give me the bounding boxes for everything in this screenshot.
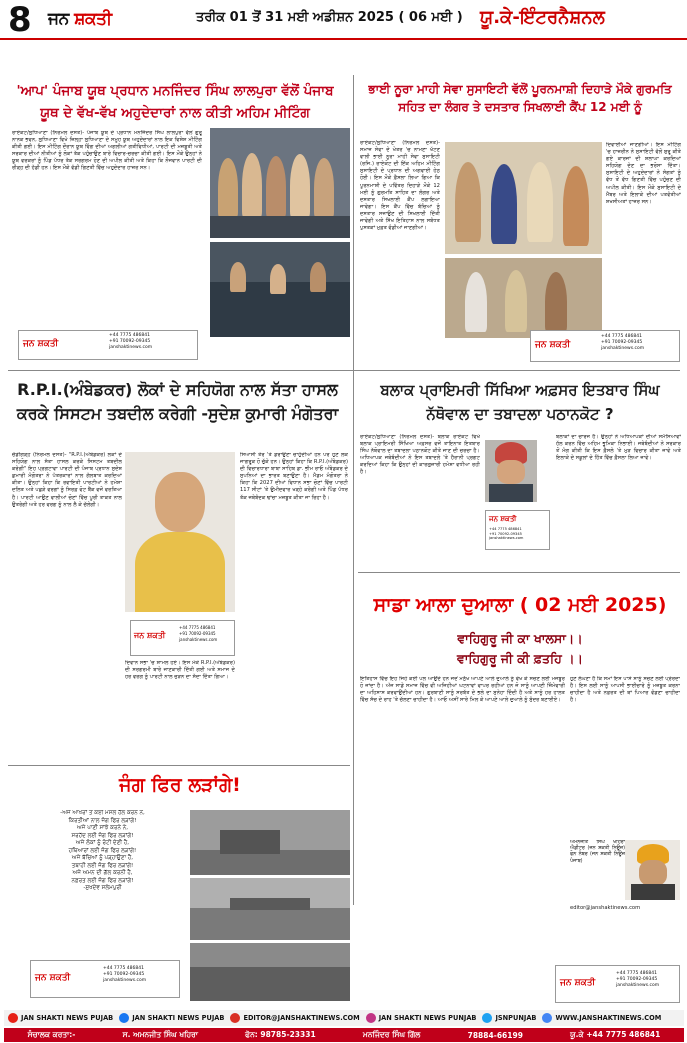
article4-body-left: ਰਾਏਕੋਟ/ਲੁਧਿਆਣਾ (ਨਿਰਮਲ ਦੋਸਤ)- ਬਲਾਕ ਰਾਏਕੋਟ ਵਿਖੇ ਬਲਾਕ ਪ੍ਰਾਇਮਰੀ ਸਿੱਖਿਆ ਅਫ਼ਸਰ ਵਜੋਂ ਤਾਇਨਾਤ ਇਤਬਾਰ ਸਿੰਘ ਨੱਥੋਵਾਲ ਦਾ ਤਬਾਦਲਾ ਪਠਾਨਕੋਟ ਕੀਤੇ ਜਾਣ ਦੀ ਚਰਚਾ ਹੈ। ਅਧਿਆਪਕ ਜਥੇਬੰਦੀਆਂ ਨੇ ਇਸ ਤਬਾਦਲੇ 'ਤੇ ਹੈਰਾਨੀ ਪ੍ਰਗਟ ਕਰਦਿਆਂ ਕਿਹਾ ਕਿ ਉਨ੍ਹਾਂ ਦੀ ਕਾਰਗੁਜ਼ਾਰੀ ਹਮੇਸ਼ਾ ਵਧੀਆ ਰਹੀ ਹੈ। — [360, 434, 480, 476]
article5-headline: ਸਾਡਾ ਆਲਾ ਦੁਆਲਾ ( 02 ਮਈ 2025) — [373, 594, 667, 616]
website-link[interactable]: WWW.JANSHAKTINEWS.COM — [542, 1013, 661, 1023]
article4-portrait — [485, 440, 537, 502]
war-photo-3 — [190, 943, 350, 1001]
editor-email[interactable]: editor@janshaktinews.com — [570, 905, 641, 911]
article2-headline: ਭਾਈ ਨੂਰਾ ਮਾਹੀ ਸੇਵਾ ਸੁਸਾਇਟੀ ਵੱਲੋਂ ਪੂਰਨਮਾਸ਼ੀ ਦਿਹਾੜੇ ਮੌਕੇ ਗੁਰਮਤਿ ਸਹਿਤ ਦਾ ਲੰਗਰ ਤੇ ਦਸਤਾਰ ਸਿਖਲਾਈ ਕੈਂਪ 12 ਮਈ ਨੂੰ — [368, 82, 672, 114]
article1-photo-2 — [210, 242, 350, 337]
section-divider-3 — [8, 765, 350, 766]
article5-body-left: ਇਤਿਹਾਸ ਵਿੱਚ ਇਹੋ ਜਿਹੇ ਕਈ ਪਲ ਆਉਂਦੇ ਹਨ ਜਦੋਂ ਮਨੁੱਖ ਆਪਣੇ ਆਲੇ ਦੁਆਲੇ ਨੂੰ ਵੇਖ ਕੇ ਸੋਚਣ ਲਈ ਮਜਬੂਰ ਹੋ ਜਾਂਦਾ ਹੈ। ਅੱਜ ਸਾਡੇ ਸਮਾਜ ਵਿੱਚ ਵੀ ਅਜਿਹੀਆਂ ਘਟਨਾਵਾਂ ਵਾਪਰ ਰਹੀਆਂ ਹਨ ਜੋ ਸਾਨੂੰ ਆਪਣੀ ਜ਼ਿੰਮੇਵਾਰੀ ਦਾ ਅਹਿਸਾਸ ਕਰਵਾਉਂਦੀਆਂ ਹਨ। ਗੁਰਬਾਣੀ ਸਾਨੂੰ ਸਰਬੱਤ ਦੇ ਭਲੇ ਦਾ ਸੁਨੇਹਾ ਦਿੰਦੀ ਹੈ ਅਤੇ ਸਾਨੂੰ ਹਰ ਹਾਲਤ ਵਿੱਚ ਸੱਚ ਦੇ ਰਾਹ 'ਤੇ ਚੱਲਣਾ ਚਾਹੀਦਾ ਹੈ। ਆਓ ਅਸੀਂ ਸਾਰੇ ਮਿਲ ਕੇ ਆਪਣੇ ਆਲੇ ਦੁਆਲੇ ਨੂੰ ਸੁੰਦਰ ਬਣਾਈਏ। — [360, 676, 565, 704]
article1-body: ਰਾਏਕੋਟ/ਲੁਧਿਆਣਾ (ਨਿਰਮਲ ਦੋਸਤ)- ਪੰਜਾਬ ਯੂਥ ਦੇ ਪ੍ਰਧਾਨ ਮਨਜਿੰਦਰ ਸਿੰਘ ਲਾਲਪੁਰਾ ਵੱਲੋਂ ਗੁਰੂ ਨਾਨਕ ਭਵਨ, ਲੁਧਿਆਣਾ ਵਿਖੇ ਜ਼ਿਲ੍ਹਾ ਲੁਧਿਆਣਾ ਦੇ ਸਮੂਹ ਯੂਥ ਅਹੁਦੇਦਾਰਾਂ ਨਾਲ ਇਕ ਵਿਸ਼ੇਸ਼ ਮੀਟਿੰਗ ਕੀਤੀ ਗਈ। ਇਸ ਮੀਟਿੰਗ ਦੌਰਾਨ ਯੂਥ ਵਿੰਗ ਦੀਆਂ ਅਗਲੀਆਂ ਗਤੀਵਿਧੀਆਂ, ਪਾਰਟੀ ਦੀ ਮਜ਼ਬੂਤੀ ਅਤੇ ਸਰਕਾਰ ਦੀਆਂ ਨੀਤੀਆਂ ਨੂੰ ਲੋਕਾਂ ਤੱਕ ਪਹੁੰਚਾਉਣ ਬਾਰੇ ਵਿਚਾਰ-ਚਰਚਾ ਕੀਤੀ ਗਈ। ਇਸ ਮੌਕੇ ਉਨ੍ਹਾਂ ਨੇ ਯੂਥ ਵਰਕਰਾਂ ਨੂੰ ਪਿੰਡ ਪੱਧਰ ਤੱਕ ਸਰਗਰਮ ਹੋਣ ਦੀ ਅਪੀਲ ਕੀਤੀ ਅਤੇ ਕਿਹਾ ਕਿ ਨੌਜਵਾਨ ਪਾਰਟੀ ਦੀ ਰੀੜ੍ਹ ਦੀ ਹੱਡੀ ਹਨ। ਇਸ ਮੌਕੇ ਵੱਡੀ ਗਿਣਤੀ ਵਿੱਚ ਅਹੁਦੇਦਾਰ ਹਾਜ਼ਰ ਸਨ। — [12, 130, 202, 172]
article3-body-bottom: ਦਿਵਾਨ ਸਭਾ 'ਚ ਸ਼ਾਮਲ ਹੋਏ। ਇਸ ਮੌਕੇ R.P.I.(ਅੰਬੇਡਕਰ) ਦੀ ਸਰਗਰਮੀ ਬਾਰੇ ਜਾਣਕਾਰੀ ਦਿੱਤੀ ਗਈ ਅਤੇ ਸਮਾਜ ਦੇ ਹਰ ਵਰਗ ਨੂੰ ਪਾਰਟੀ ਨਾਲ ਜੁੜਨ ਦਾ ਸੱਦਾ ਦਿੱਤਾ ਗਿਆ। — [125, 660, 235, 681]
email-icon — [230, 1013, 240, 1023]
article1-headline: 'ਆਪ' ਪੰਜਾਬ ਯੂਥ ਪ੍ਰਧਾਨ ਮਨਜਿੰਦਰ ਸਿੰਘ ਲਾਲਪੁਰਾ ਵੱਲੋਂ ਪੰਜਾਬ ਯੂਥ ਦੇ ਵੱਖ-ਵੱਖ ਅਹੁਦੇਦਾਰਾਂ ਨਾਲ ਕੀਤੀ ਅਹਿਮ ਮੀਟਿੰਗ — [16, 83, 334, 121]
youtube-link[interactable]: JAN SHAKTI NEWS PUJAB — [8, 1013, 113, 1023]
advertisement-box-4[interactable]: ਜਨ ਸ਼ਕਤੀ +44 7775 486841 +91 70092-09345 janshaktinews.com — [485, 510, 550, 550]
facebook-icon — [119, 1013, 129, 1023]
globe-icon — [542, 1013, 552, 1023]
instagram-icon — [366, 1013, 376, 1023]
social-bar — [4, 1010, 684, 1026]
footer — [0, 1008, 687, 1043]
article3-body-left: ਚੰਡੀਗੜ੍ਹ (ਨਿਰਮਲ ਦੋਸਤ)- "R.P.I.(ਅੰਬੇਡਕਰ) ਲੋਕਾਂ ਦੇ ਸਹਿਯੋਗ ਨਾਲ ਸੱਤਾ ਹਾਸਲ ਕਰਕੇ ਸਿਸਟਮ ਤਬਦੀਲ ਕਰੇਗੀ" ਇਹ ਪ੍ਰਗਟਾਵਾ ਪਾਰਟੀ ਦੀ ਪੰਜਾਬ ਪ੍ਰਧਾਨ ਸੁਦੇਸ਼ ਕੁਮਾਰੀ ਮੰਗੋਤਰਾ ਨੇ ਪੱਤਰਕਾਰਾਂ ਨਾਲ ਗੱਲਬਾਤ ਕਰਦਿਆਂ ਕੀਤਾ। ਉਨ੍ਹਾਂ ਕਿਹਾ ਕਿ ਰਵਾਇਤੀ ਪਾਰਟੀਆਂ ਨੇ ਹਮੇਸ਼ਾ ਦਲਿਤ ਅਤੇ ਪਛੜੇ ਵਰਗਾਂ ਨੂੰ ਸਿਰਫ਼ ਵੋਟ ਬੈਂਕ ਵਜੋਂ ਵਰਤਿਆ ਹੈ। ਪਾਰਟੀ ਆਉਣ ਵਾਲੀਆਂ ਚੋਣਾਂ ਵਿੱਚ ਪੂਰੀ ਤਾਕਤ ਨਾਲ ਉਤਰੇਗੀ ਅਤੇ ਹਰ ਵਰਗ ਨੂੰ ਨਾਲ ਲੈ ਕੇ ਚੱਲੇਗੀ। — [12, 452, 122, 508]
advertisement-box-6[interactable]: ਜਨ ਸ਼ਕਤੀ +44 7775 486841 +91 70092-09345 janshaktinews.com — [30, 960, 180, 998]
contact-bar: ਸੰਚਾਲਕ ਕਰਤਾ:- ਸ. ਅਮਨਜੀਤ ਸਿੰਘ ਖਹਿਰਾ ਫੋਨ: 98785-23331 ਮਨਜਿੰਦਰ ਸਿੰਘ ਗਿੱਲ 78884-66199 ਯੂ.ਕੇ +44 7775 486841 — [4, 1028, 684, 1042]
facebook-link[interactable]: JAN SHAKTI NEWS PUJAB — [119, 1013, 224, 1023]
article6-poem: -ਅਜੇ ਆਖਰਾਂ ਤੋਂ ਕਈ ਮਸਲੇ ਹੱਲ ਕਰਨੇ ਨੇ, ਕਿਰਤੀਆਂ ਨਾਲ ਜੰਗ ਫਿਰ ਲੜਾਂਗੇ! ਅਜੇ ਪਾਣੀ ਸਾਂਝੇ ਕਰਨੇ ਨੇ, ਸਰਹੱਦ ਲਈ ਜੰਗ ਫਿਰ ਲੜਾਂਗੇ! ਅਜੇ ਲੋਕਾਂ ਨੂੰ ਰੋਟੀ ਦੇਣੀ ਹੈ, ਹਥਿਆਰਾਂ ਲਈ ਜੰਗ ਫਿਰ ਲੜਾਂਗੇ! ਅਜੇ ਬੱਚਿਆਂ ਨੂੰ ਪੜ੍ਹਾਉਣਾ ਹੈ, ਤਬਾਹੀ ਲਈ ਜੰਗ ਫਿਰ ਲੜਾਂਗੇ! ਅਜੇ ਅਮਨ ਦੀ ਗੱਲ ਕਰਨੀ ਹੈ, ਨਫ਼ਰਤ ਲਈ ਜੰਗ ਫਿਰ ਲੜਾਂਗੇ! -ਸੁਖਦੇਵ ਸਲੇਮਪੁਰੀ — [60, 810, 145, 891]
masthead — [0, 0, 687, 40]
article6-headline: ਜੰਗ ਫਿਰ ਲੜਾਂਗੇ! — [119, 774, 241, 796]
article1-photo-1 — [210, 128, 350, 238]
page-number: 8 — [8, 0, 32, 40]
advertisement-box-5[interactable]: ਜਨ ਸ਼ਕਤੀ +44 7775 486841 +91 70092-09345 janshaktinews.com — [555, 965, 680, 1003]
twitter-icon — [482, 1013, 492, 1023]
youtube-icon — [8, 1013, 18, 1023]
war-photo-2 — [190, 878, 350, 940]
newspaper-logo[interactable]: ਜਨ ਸ਼ਕਤੀ — [48, 9, 112, 29]
article4-body-right: ਬਲਾਕਾਂ ਦਾ ਚਾਰਜ ਹੈ। ਉਨ੍ਹਾਂ ਨੇ ਅਧਿਆਪਕਾਂ ਦੀਆਂ ਸਮੱਸਿਆਵਾਂ ਹੱਲ ਕਰਨ ਵਿੱਚ ਅਹਿਮ ਭੂਮਿਕਾ ਨਿਭਾਈ। ਜਥੇਬੰਦੀਆਂ ਨੇ ਸਰਕਾਰ ਤੋਂ ਮੰਗ ਕੀਤੀ ਕਿ ਇਸ ਫ਼ੈਸਲੇ 'ਤੇ ਮੁੜ ਵਿਚਾਰ ਕੀਤਾ ਜਾਵੇ ਅਤੇ ਇਲਾਕੇ ਦੇ ਸਕੂਲਾਂ ਦੇ ਹਿੱਤ ਵਿੱਚ ਫ਼ੈਸਲਾ ਲਿਆ ਜਾਵੇ। — [556, 434, 681, 462]
editor-credit: ਅਮਨਜੀਤ ਸਿੰਘ ਖਹਿਰਾ ਐਡੀਟਰ (ਜਨ ਸ਼ਕਤੀ ਨਿਊਜ਼) ਫੋਨ ਨੰਬਰ (ਜਨ ਸ਼ਕਤੀ ਨਿਊਜ਼ ਪੰਜਾਬ) — [570, 840, 625, 864]
advertisement-box-3[interactable]: ਜਨ ਸ਼ਕਤੀ +44 7775 486841 +91 70092-09345 janshaktinews.com — [130, 620, 235, 656]
email-link[interactable]: EDITOR@JANSHAKTINEWS.COM — [230, 1013, 359, 1023]
twitter-link[interactable]: JSNPUNJAB — [482, 1013, 536, 1023]
article2-photo-1 — [445, 142, 602, 254]
instagram-link[interactable]: JAN SHAKTI NEWS PUNJAB — [366, 1013, 477, 1023]
article3-headline: R.P.I.(ਅੰਬੇਡਕਰ) ਲੋਕਾਂ ਦੇ ਸਹਿਯੋਗ ਨਾਲ ਸੱਤਾ ਹਾਸਲ ਕਰਕੇ ਸਿਸਟਮ ਤਬਦੀਲ ਕਰੇਗੀ -ਸੁਦੇਸ਼ ਕੁਮਾਰੀ ਮੰਗੋਤਰਾ — [16, 380, 339, 423]
greeting-line-1: ਵਾਹਿਗੁਰੂ ਜੀ ਕਾ ਖਾਲਸਾ।। — [457, 631, 583, 646]
article4-headline: ਬਲਾਕ ਪ੍ਰਾਇਮਰੀ ਸਿੱਖਿਆ ਅਫ਼ਸਰ ਇਤਬਾਰ ਸਿੰਘ ਨੱਥੋਵਾਲ ਦਾ ਤਬਾਦਲਾ ਪਠਾਨਕੋਟ ? — [380, 381, 660, 423]
article2-body-right: ਦਿਵਾਈਆਂ ਜਾਣਗੀਆਂ। ਇਸ ਮੀਟਿੰਗ 'ਚ ਹਾਜ਼ਰੀਨ ਨੇ ਸੁਸਾਇਟੀ ਵੱਲੋਂ ਸ਼ੁਰੂ ਕੀਤੇ ਗਏ ਕਾਰਜਾਂ ਦੀ ਸ਼ਲਾਘਾ ਕਰਦਿਆਂ ਸਹਿਯੋਗ ਦੇਣ ਦਾ ਭਰੋਸਾ ਦਿੱਤਾ। ਸੁਸਾਇਟੀ ਦੇ ਅਹੁਦੇਦਾਰਾਂ ਨੇ ਸੰਗਤਾਂ ਨੂੰ ਵੱਧ ਤੋਂ ਵੱਧ ਗਿਣਤੀ ਵਿੱਚ ਪਹੁੰਚਣ ਦੀ ਅਪੀਲ ਕੀਤੀ। ਇਸ ਮੌਕੇ ਸੁਸਾਇਟੀ ਦੇ ਮੈਂਬਰ ਅਤੇ ਇਲਾਕੇ ਦੀਆਂ ਪਤਵੰਤੀਆਂ ਸ਼ਖਸੀਅਤਾਂ ਹਾਜ਼ਰ ਸਨ। — [606, 142, 681, 205]
advertisement-box-2[interactable]: ਜਨ ਸ਼ਕਤੀ +44 7775 486841 +91 70092-09345 janshaktinews.com — [530, 330, 680, 362]
article5-body-right: ਹੁਣ ਲੰਘਣਾ ਹੈ ਕਿ ਸਮਾਂ ਇਸ ਪਾਸੇ ਸਾਨੂੰ ਸੋਚਣ ਲਈ ਪ੍ਰੇਰਦਾ ਹੈ। ਇਸ ਲਈ ਸਾਨੂੰ ਆਪਸੀ ਭਾਈਚਾਰੇ ਨੂੰ ਮਜ਼ਬੂਤ ਕਰਨਾ ਚਾਹੀਦਾ ਹੈ ਅਤੇ ਨਫ਼ਰਤ ਦੀ ਥਾਂ ਪਿਆਰ ਵੰਡਣਾ ਚਾਹੀਦਾ ਹੈ। — [570, 676, 680, 704]
editor-portrait — [625, 840, 680, 900]
section-divider-2 — [358, 572, 680, 573]
greeting-line-2: ਵਾਹਿਗੁਰੂ ਜੀ ਕੀ ਫ਼ਤਹਿ ।। — [457, 651, 583, 666]
advertisement-box[interactable]: ਜਨ ਸ਼ਕਤੀ +44 7775 486841 +91 70092-09345 janshaktinews.com — [18, 330, 198, 360]
article2-body-left: ਰਾਏਕੋਟ/ਲੁਧਿਆਣਾ (ਨਿਰਮਲ ਦੋਸਤ)- ਸਮਾਜ ਸੇਵਾ ਦੇ ਖੇਤਰ 'ਚ ਨਾਮਣਾ ਖੱਟਣ ਵਾਲੀ ਭਾਈ ਨੂਰਾ ਮਾਹੀ ਸੇਵਾ ਸੁਸਾਇਟੀ (ਰਜਿ.) ਰਾਏਕੋਟ ਦੀ ਇੱਕ ਅਹਿਮ ਮੀਟਿੰਗ ਸੁਸਾਇਟੀ ਦੇ ਪ੍ਰਧਾਨ ਦੀ ਅਗਵਾਈ ਹੇਠ ਹੋਈ। ਇਸ ਮੌਕੇ ਫ਼ੈਸਲਾ ਲਿਆ ਗਿਆ ਕਿ ਪੂਰਨਮਾਸ਼ੀ ਦੇ ਪਵਿੱਤਰ ਦਿਹਾੜੇ ਮੌਕੇ 12 ਮਈ ਨੂੰ ਗੁਰਮਤਿ ਸਾਹਿਤ ਦਾ ਲੰਗਰ ਅਤੇ ਦਸਤਾਰ ਸਿਖਲਾਈ ਕੈਂਪ ਲਗਾਇਆ ਜਾਵੇਗਾ। ਇਸ ਕੈਂਪ ਵਿੱਚ ਬੱਚਿਆਂ ਨੂੰ ਦਸਤਾਰ ਸਜਾਉਣ ਦੀ ਸਿਖਲਾਈ ਦਿੱਤੀ ਜਾਵੇਗੀ ਅਤੇ ਸਿੱਖ ਇਤਿਹਾਸ ਨਾਲ ਸਬੰਧਤ ਪੁਸਤਕਾਂ ਮੁਫ਼ਤ ਵੰਡੀਆਂ ਜਾਣਗੀਆਂ। — [360, 140, 440, 232]
section-divider — [8, 370, 680, 371]
article3-portrait — [125, 452, 235, 612]
issue-date: ਤਰੀਕ 01 ਤੋਂ 31 ਮਈ ਅਡੀਸ਼ਨ 2025 ( 06 ਮਈ ) — [196, 10, 463, 25]
column-divider — [353, 75, 354, 905]
article2-photo-2 — [445, 258, 602, 338]
edition-label: ਯੂ.ਕੇ-ਇੰਟਰਨੈਸ਼ਨਲ — [480, 7, 605, 28]
war-photo-1 — [190, 810, 350, 875]
article3-body-right: ਸਿਆਸੀ ਤੌਰ 'ਤੇ ਡਰਾਉਣਾ ਚਾਹੁੰਦੀਆਂ ਹਨ ਪਰ ਹੁਣ ਲੋਕ ਜਾਗਰੂਕ ਹੋ ਚੁੱਕੇ ਹਨ। ਉਨ੍ਹਾਂ ਕਿਹਾ ਕਿ R.P.I.(ਅੰਬੇਡਕਰ) ਦੀ ਵਿਚਾਰਧਾਰਾ ਬਾਬਾ ਸਾਹਿਬ ਡਾ. ਭੀਮ ਰਾਓ ਅੰਬੇਡਕਰ ਦੇ ਸੁਪਨਿਆਂ ਦਾ ਭਾਰਤ ਬਣਾਉਣਾ ਹੈ। ਮੈਡਮ ਮੰਗੋਤਰਾ ਨੇ ਕਿਹਾ ਕਿ 2027 ਦੀਆਂ ਵਿਧਾਨ ਸਭਾ ਚੋਣਾਂ ਵਿੱਚ ਪਾਰਟੀ 117 ਸੀਟਾਂ 'ਤੇ ਉਮੀਦਵਾਰ ਖੜ੍ਹੇ ਕਰੇਗੀ ਅਤੇ ਪਿੰਡ ਪੱਧਰ ਤੱਕ ਜਥੇਬੰਦਕ ਢਾਂਚਾ ਮਜ਼ਬੂਤ ਕੀਤਾ ਜਾ ਰਿਹਾ ਹੈ। — [240, 452, 348, 501]
